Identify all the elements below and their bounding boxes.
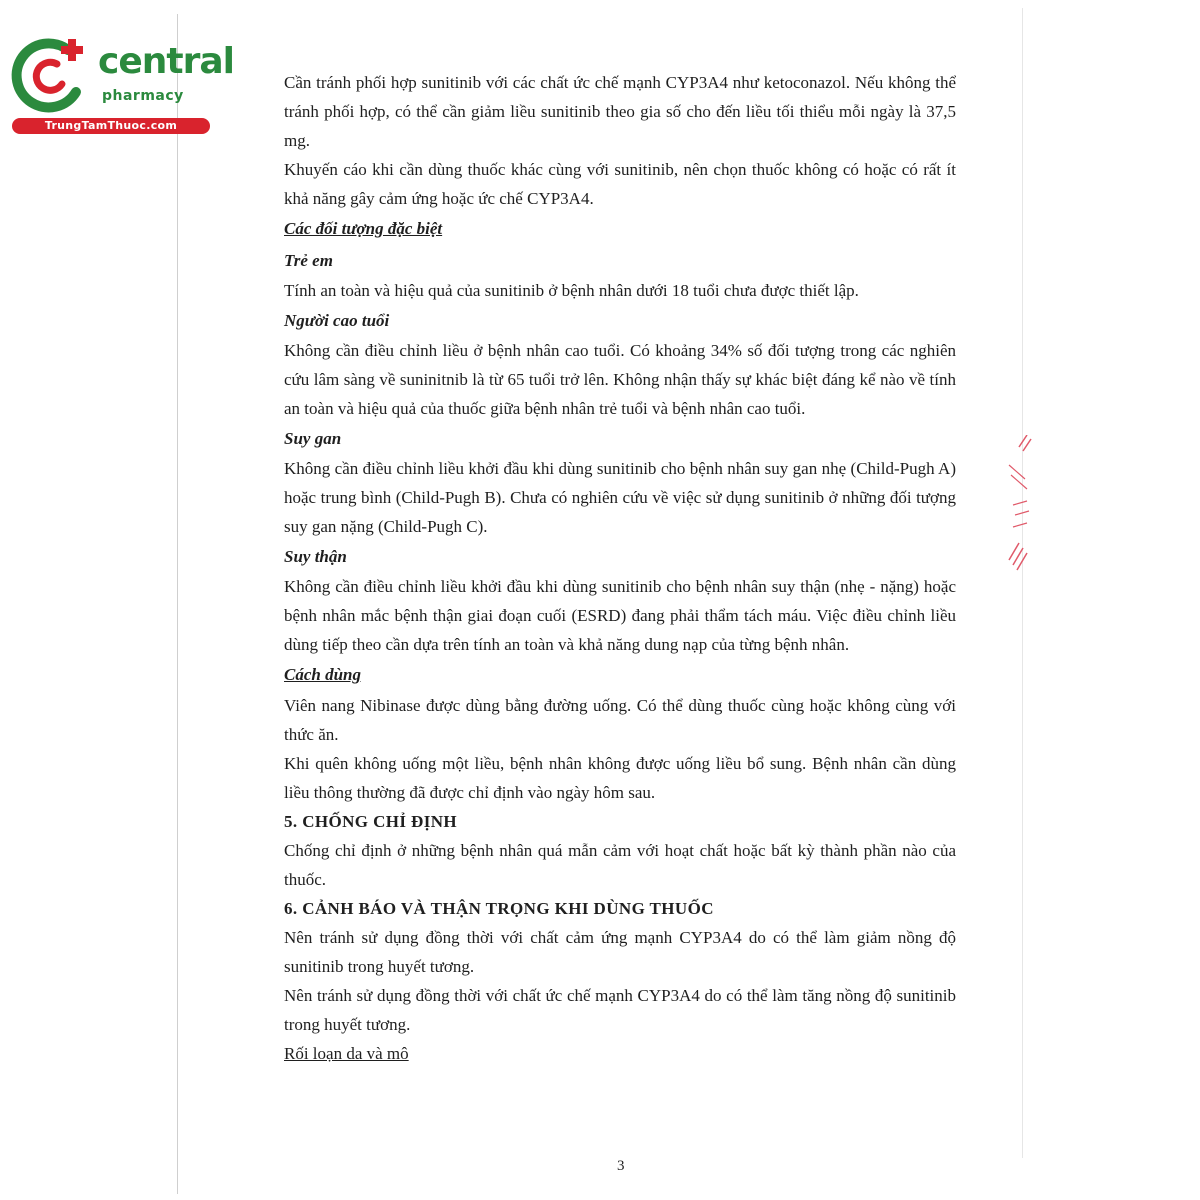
- page-number: 3: [617, 1158, 625, 1174]
- usage-paragraph-2: Khi quên không uống một liều, bệnh nhân không được uống liều bổ sung. Bệnh nhân cần dùng liều thông thường đã được chỉ định vào ngày hôm sau.: [284, 754, 956, 802]
- section-5-title: 5. CHỐNG CHỈ ĐỊNH: [284, 812, 458, 831]
- elderly-heading: Người cao tuổi: [284, 311, 390, 330]
- section-6-paragraph-1: Nên tránh sử dụng đồng thời với chất cảm ứng mạnh CYP3A4 do có thể làm giảm nồng độ sunitinib trong huyết tương.: [284, 928, 956, 976]
- page-left-edge: [177, 14, 178, 1194]
- brand-subtitle: pharmacy: [102, 88, 184, 104]
- brand-website[interactable]: TrungTamThuoc.com: [12, 118, 210, 134]
- usage-paragraph-1: Viên nang Nibinase được dùng bằng đường uống. Có thể dùng thuốc cùng hoặc không cùng với thức ăn.: [284, 696, 956, 744]
- skin-disorders-heading: Rối loạn da và mô: [284, 1044, 409, 1063]
- section-5-text: Chống chỉ định ở những bệnh nhân quá mẫn cảm với hoạt chất hoặc bất kỳ thành phần nào của thuốc.: [284, 841, 956, 889]
- liver-impairment-text: Không cần điều chỉnh liều khởi đầu khi dùng sunitinib cho bệnh nhân suy gan nhẹ (Child-Pugh A) hoặc trung bình (Child-Pugh B). Chưa có nghiên cứu về việc sử dụng sunitinib ở những đối tượng suy gan nặng (Child-Pugh C).: [284, 459, 956, 536]
- document-body: [284, 68, 956, 1069]
- intro-paragraph-2: Khuyến cáo khi cần dùng thuốc khác cùng với sunitinib, nên chọn thuốc không có hoặc có rất ít khả năng gây cảm ứng hoặc ức chế CYP3A4.: [284, 160, 956, 208]
- liver-impairment-heading: Suy gan: [284, 429, 342, 448]
- special-populations-heading: Các đối tượng đặc biệt: [284, 219, 443, 238]
- red-stamp-fragment: [1005, 435, 1035, 585]
- usage-heading: Cách dùng: [284, 665, 361, 684]
- elderly-text: Không cần điều chỉnh liều ở bệnh nhân cao tuổi. Có khoảng 34% số đối tượng trong các nghiên cứu lâm sàng về suninitnib là từ 65 tuổi trở lên. Không nhận thấy sự khác biệt đáng kể nào về tính an toàn và hiệu quả của thuốc giữa bệnh nhân trẻ tuổi và bệnh nhân cao tuổi.: [284, 341, 956, 418]
- intro-paragraph-1: Cần tránh phối hợp sunitinib với các chất ức chế mạnh CYP3A4 như ketoconazol. Nếu không thể tránh phối hợp, có thể cần giảm liều sunitinib theo gia số cho đến liều tối thiểu mỗi ngày là 37,5 mg.: [284, 73, 956, 150]
- central-pharmacy-logo: [10, 36, 234, 136]
- children-heading: Trẻ em: [284, 251, 333, 270]
- kidney-impairment-text: Không cần điều chỉnh liều khởi đầu khi dùng sunitinib cho bệnh nhân suy thận (nhẹ - nặng) hoặc bệnh nhân mắc bệnh thận giai đoạn cuối (ESRD) đang phải thẩm tách máu. Việc điều chỉnh liều dùng tiếp theo cần dựa trên tính an toàn và khả năng dung nạp của từng bệnh nhân.: [284, 577, 956, 654]
- central-logo-icon: [10, 36, 96, 116]
- brand-name: central: [98, 41, 234, 82]
- section-6-title: 6. CẢNH BÁO VÀ THẬN TRỌNG KHI DÙNG THUỐC: [284, 899, 714, 918]
- kidney-impairment-heading: Suy thận: [284, 547, 347, 566]
- children-text: Tính an toàn và hiệu quả của sunitinib ở bệnh nhân dưới 18 tuổi chưa được thiết lập.: [284, 281, 859, 300]
- section-6-paragraph-2: Nên tránh sử dụng đồng thời với chất ức chế mạnh CYP3A4 do có thể làm tăng nồng độ sunitinib trong huyết tương.: [284, 986, 956, 1034]
